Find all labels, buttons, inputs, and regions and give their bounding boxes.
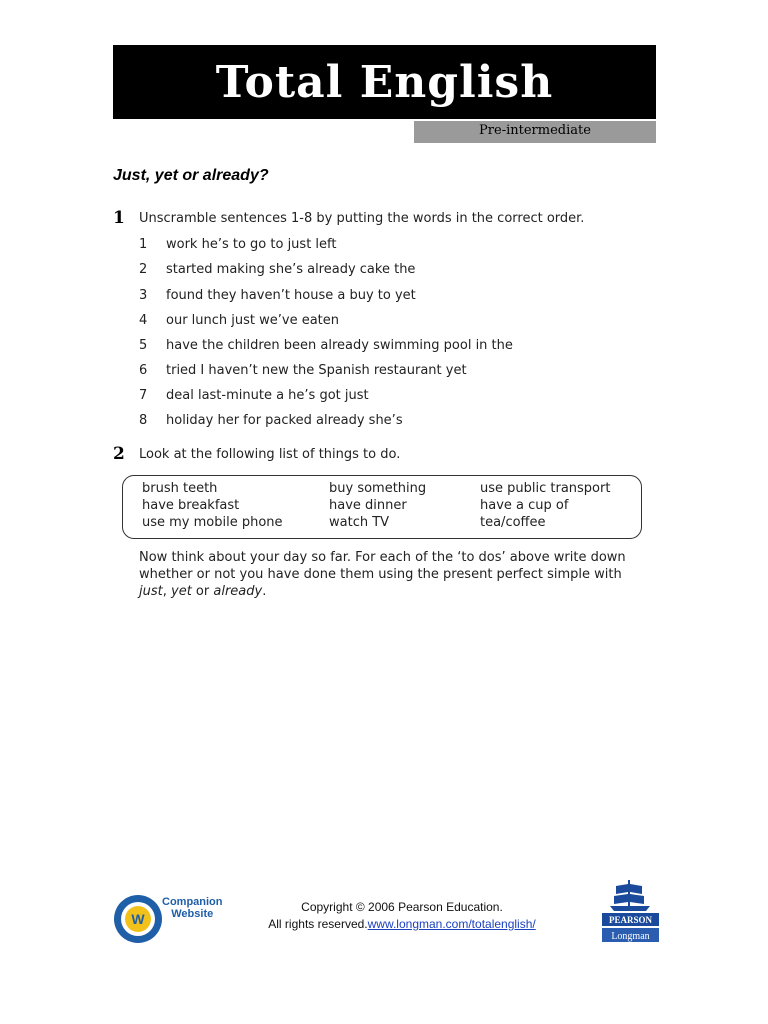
paragraph-or: or: [191, 584, 214, 599]
item-text: holiday her for packed already she’s: [166, 413, 403, 428]
list-item: [139, 288, 416, 306]
todo-item: use my mobile phone: [142, 515, 283, 530]
word-just: just: [139, 584, 163, 599]
exercise-2-instruction: Look at the following list of things to do.: [139, 447, 401, 462]
exercise-2-number: 2: [113, 444, 125, 464]
todo-item: watch TV: [329, 515, 390, 530]
item-text: work he’s to go to just left: [166, 237, 337, 252]
item-number: 3: [139, 288, 148, 303]
todo-item: have a cup of: [480, 498, 569, 513]
todo-item: have breakfast: [142, 498, 240, 513]
word-yet: yet: [171, 584, 192, 599]
rights-text: All rights reserved.: [268, 917, 368, 931]
list-item: [139, 237, 336, 255]
item-number: 6: [139, 363, 148, 378]
pearson-longman-logo: [602, 878, 659, 942]
list-item: [139, 413, 403, 431]
svg-text:W: W: [131, 911, 145, 927]
todo-item: use public transport: [480, 481, 611, 496]
companion-website-label[interactable]: [162, 896, 223, 920]
paragraph-end: .: [262, 584, 267, 599]
list-item: [139, 313, 339, 331]
item-text: have the children been already swimming pool in the: [166, 338, 513, 353]
level-label: Pre-intermediate: [479, 123, 591, 138]
item-text: our lunch just we’ve eaten: [166, 313, 340, 328]
item-text: started making she’s already cake the: [166, 262, 416, 277]
book-title: Total English: [215, 57, 554, 108]
item-text: found they haven’t house a buy to yet: [166, 288, 416, 303]
paragraph-text: Now think about your day so far. For each of the ‘to dos’ above write down whether or not you have done them using the present perfect simple with: [139, 550, 626, 582]
list-item: [139, 262, 415, 280]
website-link[interactable]: www.longman.com/totalenglish/: [367, 917, 536, 931]
copyright-text: Copyright © 2006 Pearson Education.: [301, 900, 503, 914]
level-bar: [414, 121, 656, 143]
list-item: [139, 363, 467, 381]
item-number: 1: [139, 237, 148, 252]
exercise-1-number: 1: [113, 208, 125, 228]
companion-line: Companion: [162, 896, 223, 908]
todo-item: tea/coffee: [480, 515, 546, 530]
item-number: 2: [139, 262, 148, 277]
exercise-2-paragraph: [139, 549, 639, 600]
todo-item: brush teeth: [142, 481, 218, 496]
word-already: already: [213, 584, 263, 599]
item-number: 5: [139, 338, 148, 353]
paragraph-comma: ,: [162, 584, 171, 599]
website-line: Website: [171, 908, 214, 920]
longman-wordmark: Longman: [611, 931, 650, 942]
item-text: tried I haven’t new the Spanish restaurant yet: [166, 363, 467, 378]
title-banner: [113, 45, 656, 119]
rights-line: [232, 917, 572, 931]
item-number: 7: [139, 388, 148, 403]
list-item: [139, 338, 513, 356]
worksheet-heading: Just, yet or already?: [113, 167, 269, 184]
list-item: [139, 388, 369, 406]
exercise-1-instruction: Unscramble sentences 1-8 by putting the words in the correct order.: [139, 211, 585, 226]
todo-item: have dinner: [329, 498, 407, 513]
item-text: deal last-minute a he’s got just: [166, 388, 369, 403]
item-number: 4: [139, 313, 148, 328]
pearson-wordmark: PEARSON: [608, 915, 653, 925]
todo-item: buy something: [329, 481, 427, 496]
item-number: 8: [139, 413, 148, 428]
